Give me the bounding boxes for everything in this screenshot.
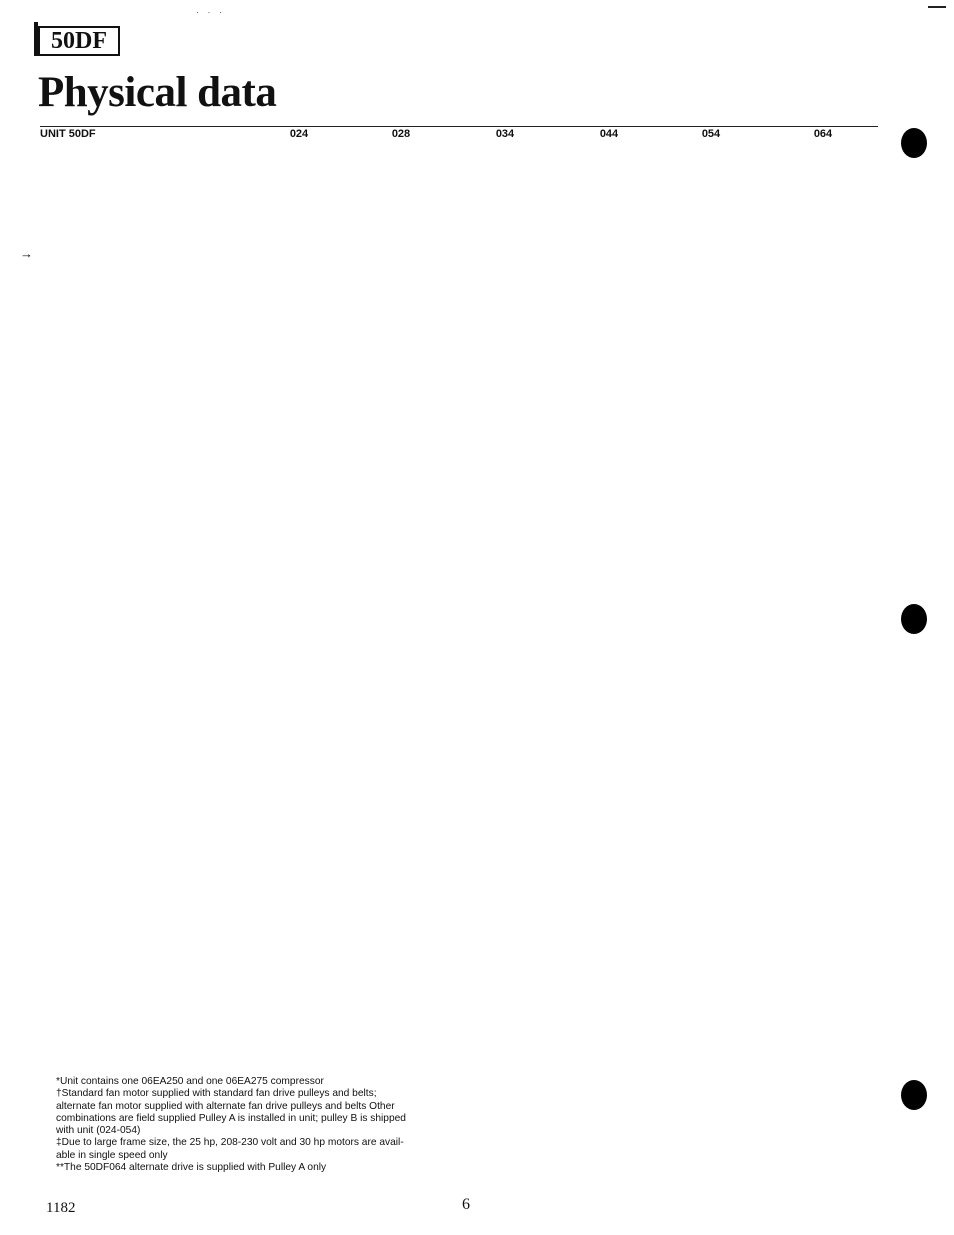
footnote-line: **The 50DF064 alternate drive is supplied with Pulley A only [56, 1162, 327, 1174]
unit-col-034: 034 [495, 128, 515, 140]
binder-hole-icon [901, 1080, 927, 1110]
footnotes [56, 1076, 456, 1174]
unit-col-054: 054 [701, 128, 721, 140]
unit-col-044: 044 [599, 128, 619, 140]
footnote-line: able in single speed only [56, 1149, 168, 1161]
table-header-row [40, 128, 880, 142]
scan-mark: · · · [196, 7, 225, 17]
arrow-icon: → [20, 246, 33, 261]
page-title: Physical data [38, 69, 277, 116]
binder-hole-icon [901, 604, 927, 634]
footnote-line: combinations are field supplied Pulley A is installed in unit; pulley B is shipped [56, 1112, 406, 1124]
unit-col-064: 064 [813, 128, 833, 140]
scan-mark-line [928, 6, 946, 8]
unit-col-024: 024 [289, 128, 309, 140]
footnote-line: †Standard fan motor supplied with standard fan drive pulleys and belts; [56, 1088, 377, 1100]
footnote-line: *Unit contains one 06EA250 and one 06EA275 compressor [56, 1076, 324, 1087]
unit-col-028: 028 [391, 128, 411, 140]
page-number: 6 [462, 1196, 470, 1213]
unit-label: UNIT 50DF [40, 128, 96, 140]
binder-hole-icon [901, 128, 927, 158]
top-rule [40, 126, 878, 127]
model-tag: 50DF [38, 26, 120, 56]
footnote-line: ‡Due to large frame size, the 25 hp, 208-230 volt and 30 hp motors are avail- [56, 1137, 404, 1149]
document-number: 1182 [46, 1200, 76, 1216]
footnote-line: alternate fan motor supplied with alternate fan drive pulleys and belts Other [56, 1100, 395, 1112]
footnote-line: with unit (024-054) [56, 1125, 141, 1137]
